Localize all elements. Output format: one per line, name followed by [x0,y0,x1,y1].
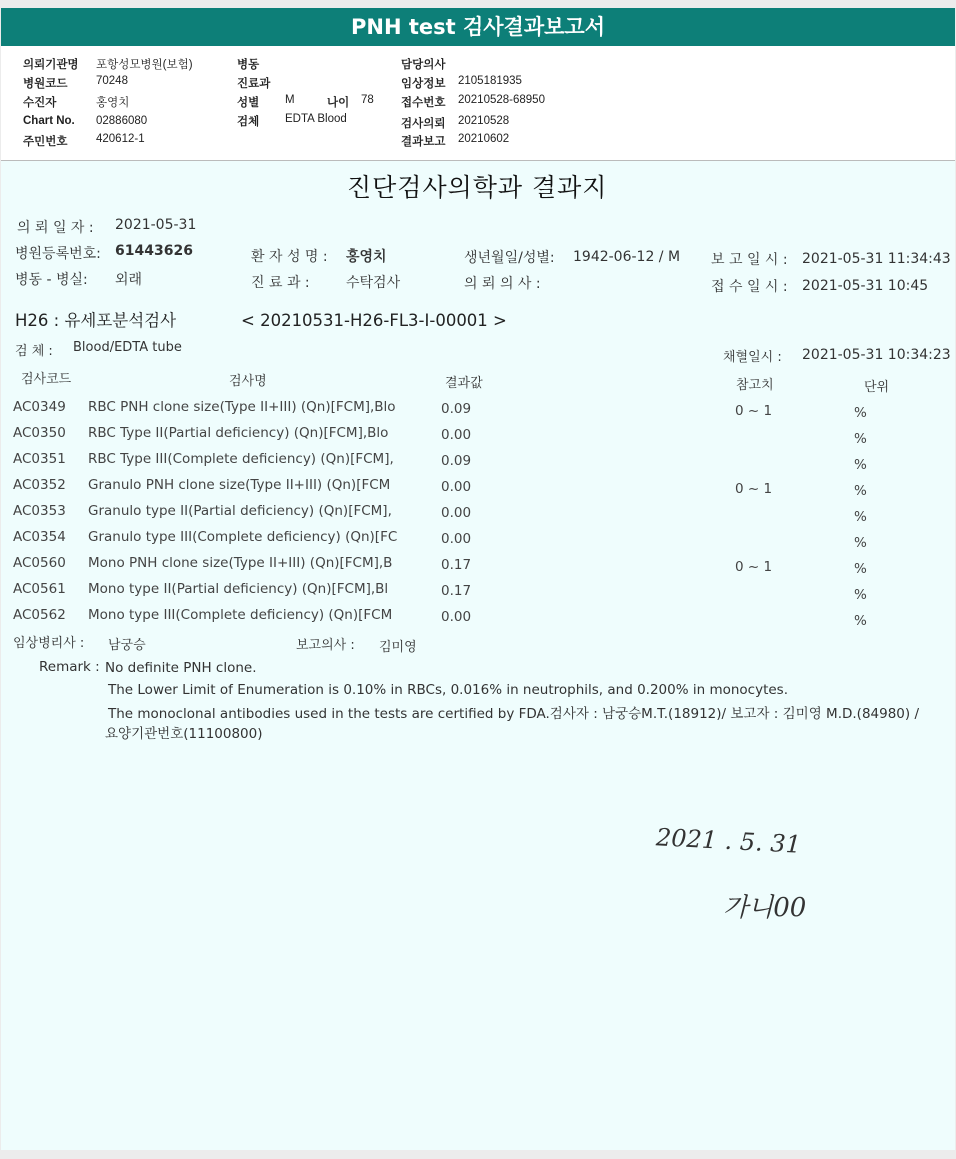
hdr-key-result-report: 결과보고 [401,136,446,148]
pathologist-label: 임상병리사 : [13,636,85,651]
result-value: 0.17 [441,583,472,599]
reporter-label: 보고의사 : [296,638,355,653]
dept-label: 진 료 과 : [251,275,310,291]
pathologist: 남궁승 [108,638,146,653]
hdr-key-receipt-no: 접수번호 [401,97,446,109]
hdr-key-clinical-info: 임상정보 [401,78,446,90]
col-header-code: 검사코드 [21,372,72,387]
patient-name-label: 환 자 성 명 : [251,249,328,265]
result-value: 0.00 [441,505,472,521]
collect-date: 2021-05-31 10:34:23 [802,347,951,363]
result-reference: 0 ~ 1 [735,403,773,419]
result-reference: 0 ~ 1 [735,481,773,497]
result-test-name: Mono PNH clone size(Type II+III) (Qn)[FCM],B [88,555,393,571]
result-sheet-title: 진단검사의학과 결과지 [347,173,608,202]
result-code: AC0350 [13,425,66,441]
specimen-label: 검 체 : [15,344,53,359]
handwritten-date: 2021 . 5. 31 [655,823,802,859]
result-unit: % [854,587,867,603]
reg-no: 61443626 [115,243,193,259]
result-code: AC0351 [13,451,66,467]
result-unit: % [854,457,867,473]
banner-title: PNH test 검사결과보고서 [351,15,605,39]
hdr-key-resident-no: 주민번호 [23,136,68,148]
result-reference: 0 ~ 1 [735,559,773,575]
hdr-val-institution: 포항성모병원(보험) [96,59,193,71]
result-test-name: RBC Type III(Complete deficiency) (Qn)[FCM], [88,451,394,467]
hdr-val-request: 20210528 [458,115,510,127]
hdr-val-clinical-info: 2105181935 [458,75,522,87]
reporter: 김미영 [379,640,417,655]
result-value: 0.00 [441,479,472,495]
dept: 수탁검사 [346,275,401,291]
result-test-name: Mono type III(Complete deficiency) (Qn)[FCM [88,607,393,623]
result-value: 0.09 [441,401,472,417]
hdr-val-resident-no: 420612-1 [96,133,145,145]
col-header-ref: 참고치 [736,378,774,393]
test-id: < 20210531-H26-FL3-I-00001 > [241,311,507,330]
hdr-val-result-report: 20210602 [458,133,510,145]
birth-sex: 1942-06-12 / M [573,249,681,265]
result-test-name: Mono type II(Partial deficiency) (Qn)[FCM],Bl [88,581,389,597]
result-code: AC0352 [13,477,66,493]
hdr-key-specimen: 검체 [237,116,260,128]
result-unit: % [854,535,867,551]
result-unit: % [854,509,867,525]
col-header-unit: 단위 [864,380,890,395]
result-unit: % [854,431,867,447]
reg-no-label: 병원등록번호: [15,246,101,262]
hdr-key-age: 나이 [327,97,350,109]
result-code: AC0353 [13,503,66,519]
request-date: 2021-05-31 [115,217,197,233]
result-code: AC0561 [13,581,66,597]
result-test-name: Granulo PNH clone size(Type II+III) (Qn)[FCM [88,477,391,493]
result-unit: % [854,483,867,499]
hdr-key-request: 검사의뢰 [401,118,446,130]
hdr-key-ward: 병동 [237,59,260,71]
ward-room-label: 병동 - 병실: [15,272,88,288]
result-sheet [1,161,955,1150]
patient-name: 홍영치 [346,249,387,265]
hdr-key-hospital-code: 병원코드 [23,78,68,90]
report-banner [1,8,955,46]
remark-label: Remark : [39,659,100,675]
result-code: AC0354 [13,529,66,545]
col-header-name: 검사명 [229,374,267,389]
hdr-val-age: 78 [361,94,374,106]
result-test-name: RBC PNH clone size(Type II+III) (Qn)[FCM],Blo [88,399,396,415]
req-doctor-label: 의 뢰 의 사 : [464,276,541,292]
report-date-label: 보 고 일 시 : [711,252,788,268]
remark-line-4: 요양기관번호(11100800) [105,726,263,742]
hdr-key-institution: 의뢰기관명 [23,59,79,71]
remark-line-3: The monoclonal antibodies used in the tests are certified by FDA.검사자 : 남궁승M.T.(18912)/ 보고자 : 김미영 M.D.(84980) / [108,706,919,722]
hdr-key-physician: 담당의사 [401,59,446,71]
result-test-name: Granulo type III(Complete deficiency) (Qn)[FC [88,529,398,545]
hdr-val-specimen: EDTA Blood [285,113,347,125]
hdr-val-chart-no: 02886080 [96,115,148,127]
hdr-key-department: 진료과 [237,78,271,90]
hdr-key-chart-no: Chart No. [23,115,75,127]
result-test-name: RBC Type II(Partial deficiency) (Qn)[FCM],Blo [88,425,389,441]
hdr-key-sex: 성별 [237,97,260,109]
result-unit: % [854,405,867,421]
remark-line-1: No definite PNH clone. [105,660,257,676]
hdr-key-patient: 수진자 [23,97,57,109]
result-value: 0.00 [441,609,472,625]
birth-sex-label: 생년월일/성별: [464,250,555,266]
ward-room: 외래 [115,272,143,288]
specimen: Blood/EDTA tube [73,340,182,355]
result-unit: % [854,613,867,629]
result-value: 0.00 [441,531,472,547]
test-title: H26 : 유세포분석검사 [15,311,177,330]
receipt-date: 2021-05-31 10:45 [802,278,929,294]
collect-date-label: 채혈일시 : [723,350,782,365]
hdr-val-hospital-code: 70248 [96,75,128,87]
request-date-label: 의 뢰 일 자 : [17,220,94,236]
result-unit: % [854,561,867,577]
report-date: 2021-05-31 11:34:43 [802,251,951,267]
result-code: AC0560 [13,555,66,571]
remark-line-2: The Lower Limit of Enumeration is 0.10% in RBCs, 0.016% in neutrophils, and 0.200% in monocytes. [108,682,789,698]
result-test-name: Granulo type II(Partial deficiency) (Qn)[FCM], [88,503,392,519]
hdr-val-receipt-no: 20210528-68950 [458,94,545,106]
result-code: AC0349 [13,399,66,415]
receipt-date-label: 접 수 일 시 : [711,279,788,295]
handwritten-signature: 가니00 [723,893,807,923]
hdr-val-patient: 홍영치 [96,97,130,109]
result-code: AC0562 [13,607,66,623]
result-value: 0.17 [441,557,472,573]
hdr-val-sex: M [285,94,295,106]
result-value: 0.00 [441,427,472,443]
header-info-panel [1,46,955,161]
result-value: 0.09 [441,453,472,469]
col-header-result: 결과값 [445,376,483,391]
